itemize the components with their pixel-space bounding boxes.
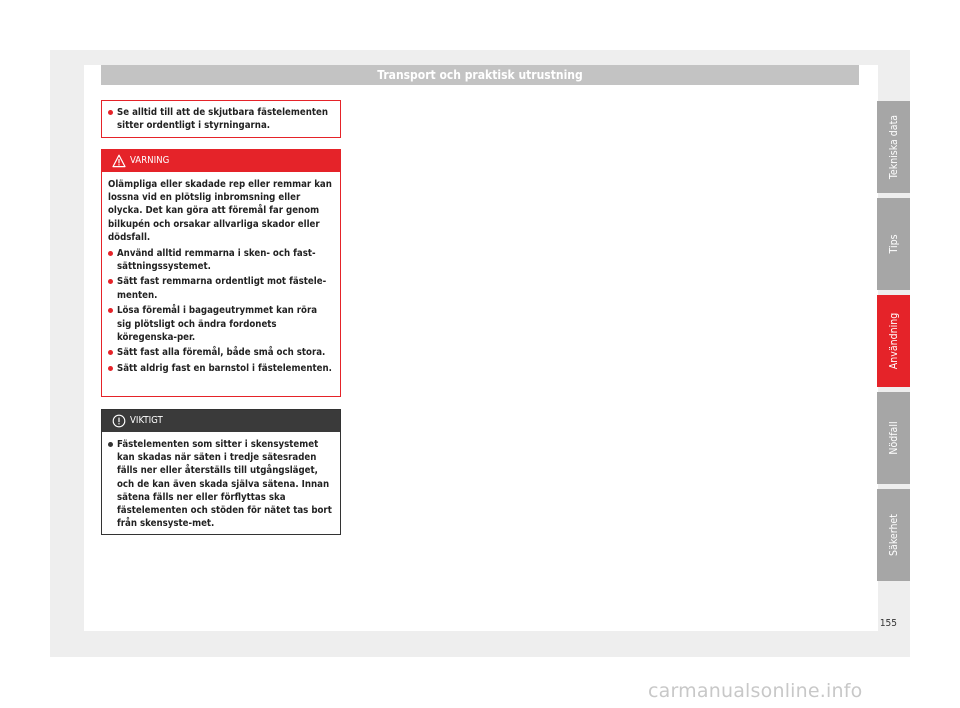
important-box	[101, 409, 341, 535]
warning-bullet: Använd alltid remmarna i sken- och fast-sättningssystemet.	[108, 247, 334, 273]
warning-bullet: Lösa föremål i bagageutrymmet kan röra sig plötsligt och ändra fordonets köregenska-per.	[108, 304, 334, 344]
warning-heading: VARNING	[130, 155, 170, 166]
info-circle-icon	[112, 414, 126, 428]
tab-anvandning[interactable]: Användning	[877, 295, 910, 387]
important-header	[102, 410, 340, 432]
warning-header	[102, 150, 340, 172]
intro-note	[101, 100, 341, 138]
important-bullet: Fästelementen som sitter i skensystemet kan skadas när säten i tredje sätesraden fälls ner eller återställs till utgångsläget, och de kan även skada själva sätena. Innan sätena fälls ner eller förflyttas ska fästelementen och stöden för nätet tas bort från skensyste-met.	[108, 438, 334, 530]
tab-tekniska-data[interactable]: Tekniska data	[877, 101, 910, 193]
intro-bullet: Se alltid till att de skjutbara fästelementen sitter ordentligt i styrningarna.	[108, 106, 334, 132]
tab-sakerhet[interactable]: Säkerhet	[877, 489, 910, 581]
tab-nodfall[interactable]: Nödfall	[877, 392, 910, 484]
section-header: Transport och praktisk utrustning	[101, 65, 859, 85]
warning-paragraph: Olämpliga eller skadade rep eller remmar kan lossna vid en plötslig inbromsning eller olycka. Det kan göra att föremål far genom bilkupén och orsakar allvarliga skador eller dödsfall.	[108, 179, 332, 243]
page-number: 155	[879, 618, 897, 629]
warning-bullet: Sätt fast remmarna ordentligt mot fästele-menten.	[108, 275, 334, 301]
warning-bullet: Sätt aldrig fast en barnstol i fästelementen.	[108, 362, 334, 375]
watermark: carmanualsonline.info	[648, 680, 863, 702]
warning-bullet: Sätt fast alla föremål, både små och stora.	[108, 346, 334, 359]
warning-box	[101, 149, 341, 397]
tab-tips[interactable]: Tips	[877, 198, 910, 290]
important-heading: VIKTIGT	[130, 415, 163, 426]
warning-triangle-icon	[112, 154, 126, 168]
